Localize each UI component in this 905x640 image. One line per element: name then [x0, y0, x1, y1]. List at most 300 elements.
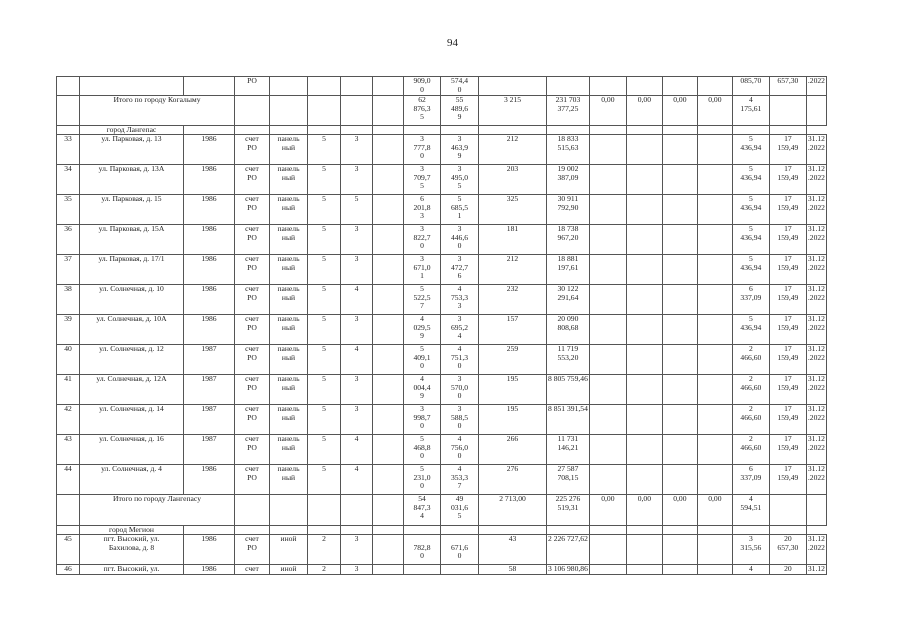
year-cell: 1986: [184, 285, 235, 315]
cell-c3: 31.12 .2022: [806, 195, 826, 225]
total-label: Итого по городу Когалыму: [80, 96, 235, 126]
table-row: [57, 195, 827, 225]
total-living: 49 031,6 5: [441, 495, 479, 526]
material-cell: панель ный: [270, 345, 308, 375]
area-total-cell: 3 671,0 1: [404, 255, 441, 285]
cell-c2: 17 159,49: [769, 195, 806, 225]
table-row: [57, 285, 827, 315]
empty-cell: [662, 315, 697, 345]
total-cost: 225 276 519,31: [547, 495, 590, 526]
cost-cell: 8 851 391,54: [547, 405, 590, 435]
empty-cell: [662, 195, 697, 225]
empty-cell: [589, 465, 626, 495]
empty-cell: [626, 435, 662, 465]
row-number: 34: [57, 165, 80, 195]
cell-c3: 31.12 .2022: [806, 405, 826, 435]
empty-cell: [697, 465, 732, 495]
residents-cell: 181: [479, 225, 547, 255]
residents-cell: 195: [479, 375, 547, 405]
empty-cell: [626, 315, 662, 345]
fund-cell: счет РО: [235, 165, 270, 195]
page-number: 94: [447, 37, 458, 49]
cell-c3: 31.12 .2022: [806, 165, 826, 195]
cell-c1: 5 436,94: [732, 225, 769, 255]
cell-c1: 6 337,09: [732, 285, 769, 315]
area-living-cell: 4 756,0 0: [441, 435, 479, 465]
area-living-cell: 4 353,3 7: [441, 465, 479, 495]
address-cell: ул. Парковая, д. 15: [80, 195, 184, 225]
empty-cell: [697, 345, 732, 375]
residents-cell: 58: [479, 565, 547, 575]
cell-c2: 20 657,30: [769, 535, 806, 565]
cost-cell: 30 911 792,90: [547, 195, 590, 225]
area-living-cell: 3 472,7 6: [441, 255, 479, 285]
empty-cell: [373, 285, 404, 315]
residents-cell: 212: [479, 255, 547, 285]
year-cell: 1986: [184, 255, 235, 285]
residents-cell: 43: [479, 535, 547, 565]
year-cell: 1987: [184, 405, 235, 435]
cell-c1: 5 436,94: [732, 315, 769, 345]
empty-cell: [626, 165, 662, 195]
entrances-cell: 3: [341, 165, 373, 195]
material-cell: панель ный: [270, 135, 308, 165]
total-area: 54 847,3 4: [404, 495, 441, 526]
year-cell: 1986: [184, 225, 235, 255]
table-row: [57, 315, 827, 345]
total-living: 55 489,6 9: [441, 96, 479, 126]
register-table: [56, 76, 827, 575]
area-total-cell: 5 522,5 7: [404, 285, 441, 315]
area-living-cell: 4 751,3 0: [441, 345, 479, 375]
residents-cell: 157: [479, 315, 547, 345]
cell-c1: 5 436,94: [732, 135, 769, 165]
year-cell: 1986: [184, 565, 235, 575]
entrances-cell: 3: [341, 135, 373, 165]
floors-cell: 5: [308, 285, 341, 315]
cell-c2: 20: [769, 565, 806, 575]
floors-cell: 5: [308, 255, 341, 285]
area-total-cell: 5 231,0 0: [404, 465, 441, 495]
floors-cell: 5: [308, 435, 341, 465]
empty-cell: [662, 255, 697, 285]
cell-c2: 17 159,49: [769, 135, 806, 165]
floors-cell: 5: [308, 465, 341, 495]
table-row: [57, 565, 827, 575]
cell-c2: 17 159,49: [769, 435, 806, 465]
empty-cell: [589, 435, 626, 465]
entrances-cell: 4: [341, 345, 373, 375]
empty-cell: [662, 435, 697, 465]
empty-cell: [589, 375, 626, 405]
area-living-cell: 4 753,3 3: [441, 285, 479, 315]
floors-cell: 5: [308, 345, 341, 375]
table-row-continued: [57, 77, 827, 96]
zero-cell: 0,00: [697, 96, 732, 126]
cost-cell: 11 719 553,20: [547, 345, 590, 375]
zero-cell: 0,00: [662, 96, 697, 126]
area-living-cell: 3 570,0 0: [441, 375, 479, 405]
residents-cell: 203: [479, 165, 547, 195]
cost-cell: 19 002 387,09: [547, 165, 590, 195]
address-cell: ул. Солнечная, д. 16: [80, 435, 184, 465]
total-row-kogalym: [57, 96, 827, 126]
cell-c2: 17 159,49: [769, 315, 806, 345]
entrances-cell: 4: [341, 465, 373, 495]
area-total-cell: 3 822,7 0: [404, 225, 441, 255]
area-living-cell: 574,4 0: [441, 77, 479, 96]
empty-cell: [697, 285, 732, 315]
floors-cell: 5: [308, 225, 341, 255]
empty-cell: [373, 315, 404, 345]
empty-cell: [589, 225, 626, 255]
material-cell: панель ный: [270, 285, 308, 315]
empty-cell: [697, 375, 732, 405]
zero-cell: 0,00: [589, 96, 626, 126]
empty-cell: [662, 135, 697, 165]
total-c1: 4 594,51: [732, 495, 769, 526]
empty-cell: [373, 405, 404, 435]
cost-cell: 18 833 515,63: [547, 135, 590, 165]
table-row: [57, 535, 827, 565]
empty-cell: [626, 225, 662, 255]
material-cell: панель ный: [270, 435, 308, 465]
cell-c1: 4: [732, 565, 769, 575]
fund-cell: счет РО: [235, 255, 270, 285]
empty-cell: [626, 285, 662, 315]
fund-cell: счет РО: [235, 465, 270, 495]
floors-cell: 5: [308, 405, 341, 435]
area-living-cell: 3 588,5 0: [441, 405, 479, 435]
fund-cell: счет РО: [235, 315, 270, 345]
empty-cell: [662, 165, 697, 195]
cell-c3: 31.12 .2022: [806, 225, 826, 255]
table-row: [57, 165, 827, 195]
cost-cell: 18 881 197,61: [547, 255, 590, 285]
material-cell: иной: [270, 535, 308, 565]
city-name: город Мегион: [80, 526, 184, 535]
total-label: Итого по городу Лангепасу: [80, 495, 235, 526]
empty-cell: [697, 135, 732, 165]
empty-cell: [373, 465, 404, 495]
area-total-cell: 4 004,4 9: [404, 375, 441, 405]
empty-cell: [697, 255, 732, 285]
cell-c1: 2 466,60: [732, 405, 769, 435]
cell-c3: 31.12 .2022: [806, 435, 826, 465]
row-number: 36: [57, 225, 80, 255]
cost-cell: 3 106 980,86: [548, 564, 588, 573]
cost-cell: 30 122 291,64: [547, 285, 590, 315]
cell-c3: 31.12 .2022: [806, 535, 826, 565]
empty-cell: [373, 375, 404, 405]
cell-c3: 31.12 .2022: [806, 375, 826, 405]
empty-cell: [697, 165, 732, 195]
cell-c1: 2 466,60: [732, 435, 769, 465]
fund-cell: счет РО: [235, 535, 270, 565]
cell-c3: 31.12 .2022: [806, 465, 826, 495]
year-cell: 1986: [184, 465, 235, 495]
floors-cell: 5: [308, 135, 341, 165]
cell-c2: 17 159,49: [769, 285, 806, 315]
year-cell: 1986: [184, 315, 235, 345]
area-total-cell: 782,8 0: [404, 535, 441, 565]
material-cell: панель ный: [270, 165, 308, 195]
entrances-cell: 3: [341, 535, 373, 565]
table-row: [57, 345, 827, 375]
address-cell: ул. Солнечная, д. 4: [80, 465, 184, 495]
fund-cell: счет РО: [235, 435, 270, 465]
material-cell: панель ный: [270, 375, 308, 405]
floors-cell: 5: [308, 375, 341, 405]
cell-c2: 657,30: [769, 77, 806, 96]
year-cell: 1986: [184, 195, 235, 225]
row-number: 33: [57, 135, 80, 165]
cell-c2: 17 159,49: [769, 165, 806, 195]
row-number: 43: [57, 435, 80, 465]
empty-cell: [589, 315, 626, 345]
fund-cell: счет РО: [235, 225, 270, 255]
area-total-cell: 5 409,1 0: [404, 345, 441, 375]
area-living-cell: 671,6 0: [441, 535, 479, 565]
table-row: [57, 135, 827, 165]
address-cell: ул. Парковая, д. 17/1: [80, 255, 184, 285]
row-number: 38: [57, 285, 80, 315]
table-row: [57, 255, 827, 285]
year-cell: 1987: [184, 345, 235, 375]
cell-c2: 17 159,49: [769, 255, 806, 285]
cost-cell: 18 738 967,20: [547, 225, 590, 255]
empty-cell: [589, 255, 626, 285]
row-number: 41: [57, 375, 80, 405]
cell-c1: 5 436,94: [732, 165, 769, 195]
empty-cell: [697, 435, 732, 465]
fund-cell: счет РО: [235, 195, 270, 225]
row-number: 45: [57, 535, 80, 565]
city-name: город Лангепас: [80, 126, 184, 135]
area-total-cell: 909,0 0: [404, 77, 441, 96]
empty-cell: [373, 435, 404, 465]
year-cell: 1986: [184, 135, 235, 165]
fund-cell: РО: [235, 77, 270, 96]
empty-cell: [697, 225, 732, 255]
floors-cell: 2: [308, 565, 341, 575]
cost-cell: 2 226 727,62: [547, 535, 590, 565]
address-cell: пгт. Высокий, ул.: [80, 565, 184, 575]
material-cell: панель ный: [270, 405, 308, 435]
zero-cell: 0,00: [626, 96, 662, 126]
cell-c1: 2 466,60: [732, 345, 769, 375]
residents-cell: 232: [479, 285, 547, 315]
total-row-langepas: [57, 495, 827, 526]
cost-cell: 20 090 808,68: [547, 315, 590, 345]
cell-c1: 2 466,60: [732, 375, 769, 405]
empty-cell: [589, 195, 626, 225]
row-number: 46: [57, 565, 80, 575]
empty-cell: [626, 255, 662, 285]
zero-cell: 0,00: [626, 495, 662, 526]
total-residents: 2 713,00: [479, 495, 547, 526]
fund-cell: счет РО: [235, 405, 270, 435]
empty-cell: [662, 375, 697, 405]
cost-cell: 8 805 759,46: [547, 375, 590, 405]
year-cell: 1986: [184, 165, 235, 195]
total-cost: 231 703 377,25: [547, 96, 590, 126]
empty-cell: [589, 345, 626, 375]
address-cell: ул. Парковая, д. 13А: [80, 165, 184, 195]
cell-c3: 31.12 .2022: [806, 285, 826, 315]
entrances-cell: 4: [341, 285, 373, 315]
empty-cell: [662, 225, 697, 255]
row-number: 35: [57, 195, 80, 225]
material-cell: панель ный: [270, 225, 308, 255]
material-cell: панель ный: [270, 195, 308, 225]
address-cell: ул. Солнечная, д. 14: [80, 405, 184, 435]
floors-cell: 2: [308, 535, 341, 565]
address-cell: ул. Солнечная, д. 10: [80, 285, 184, 315]
fund-cell: счет РО: [235, 345, 270, 375]
empty-cell: [626, 135, 662, 165]
residents-cell: 276: [479, 465, 547, 495]
area-living-cell: 3 446,6 0: [441, 225, 479, 255]
address-cell: ул. Солнечная, д. 10А: [80, 315, 184, 345]
empty-cell: [373, 165, 404, 195]
cell-c3: 31.12 .2022: [806, 345, 826, 375]
residents-cell: 259: [479, 345, 547, 375]
empty-cell: [662, 285, 697, 315]
table-row: [57, 225, 827, 255]
year-cell: 1987: [184, 435, 235, 465]
empty-cell: [373, 195, 404, 225]
empty-cell: [626, 375, 662, 405]
material-cell: панель ный: [270, 255, 308, 285]
cost-cell: 27 587 708,15: [547, 465, 590, 495]
empty-cell: [662, 345, 697, 375]
table-row: [57, 405, 827, 435]
empty-cell: [662, 405, 697, 435]
area-total-cell: 3 998,7 0: [404, 405, 441, 435]
table-row: [57, 375, 827, 405]
zero-cell: 0,00: [589, 495, 626, 526]
area-total-cell: 3 709,7 5: [404, 165, 441, 195]
row-number: 37: [57, 255, 80, 285]
residents-cell: 325: [479, 195, 547, 225]
entrances-cell: 3: [341, 225, 373, 255]
year-cell: 1986: [184, 535, 235, 565]
table-row: [57, 435, 827, 465]
cell-c3: .2022: [806, 77, 826, 96]
cell-c2: 17 159,49: [769, 465, 806, 495]
cost-cell: 11 731 146,21: [547, 435, 590, 465]
material-cell: панель ный: [270, 315, 308, 345]
floors-cell: 5: [308, 195, 341, 225]
area-living-cell: 5 685,5 1: [441, 195, 479, 225]
fund-cell: счет РО: [235, 285, 270, 315]
area-total-cell: 5 468,8 0: [404, 435, 441, 465]
empty-cell: [662, 465, 697, 495]
empty-cell: [373, 225, 404, 255]
row-number: 44: [57, 465, 80, 495]
empty-cell: [697, 315, 732, 345]
year-cell: 1987: [184, 375, 235, 405]
empty-cell: [626, 345, 662, 375]
empty-cell: [697, 405, 732, 435]
city-header-megion: [57, 526, 827, 535]
address-cell: ул. Парковая, д. 15А: [80, 225, 184, 255]
empty-cell: [626, 465, 662, 495]
empty-cell: [589, 135, 626, 165]
total-area: 62 876,3 5: [404, 96, 441, 126]
zero-cell: 0,00: [662, 495, 697, 526]
cell-c1: 085,70: [732, 77, 769, 96]
total-residents: 3 215: [479, 96, 547, 126]
residents-cell: 266: [479, 435, 547, 465]
zero-cell: 0,00: [697, 495, 732, 526]
empty-cell: [626, 405, 662, 435]
area-total-cell: 6 201,8 3: [404, 195, 441, 225]
empty-cell: [697, 195, 732, 225]
empty-cell: [626, 195, 662, 225]
residents-cell: 195: [479, 405, 547, 435]
empty-cell: [589, 405, 626, 435]
address-cell: ул. Солнечная, д. 12: [80, 345, 184, 375]
empty-cell: [373, 345, 404, 375]
row-number: 39: [57, 315, 80, 345]
area-living-cell: 3 695,2 4: [441, 315, 479, 345]
entrances-cell: 3: [341, 315, 373, 345]
cell-c1: 5 436,94: [732, 195, 769, 225]
row-number: 40: [57, 345, 80, 375]
cell-c1: 5 436,94: [732, 255, 769, 285]
total-c1: 4 175,61: [732, 96, 769, 126]
entrances-cell: 3: [341, 405, 373, 435]
cell-c3: 31.12 .2022: [806, 255, 826, 285]
empty-cell: [373, 135, 404, 165]
address-cell: пгт. Высокий, ул. Бахилова, д. 8: [80, 535, 184, 565]
entrances-cell: 5: [341, 195, 373, 225]
fund-cell: счет РО: [235, 375, 270, 405]
row-number: 42: [57, 405, 80, 435]
cell-c3: 31.12 .2022: [806, 315, 826, 345]
cell-c3: 31.12: [807, 564, 825, 573]
area-total-cell: 4 029,5 9: [404, 315, 441, 345]
fund-cell: счет РО: [235, 135, 270, 165]
cell-c2: 17 159,49: [769, 345, 806, 375]
cell-c2: 17 159,49: [769, 405, 806, 435]
city-header-langepas: [57, 126, 827, 135]
address-cell: ул. Парковая, д. 13: [80, 135, 184, 165]
empty-cell: [589, 285, 626, 315]
area-living-cell: 3 495,0 5: [441, 165, 479, 195]
empty-cell: [373, 255, 404, 285]
cell-c2: 17 159,49: [769, 225, 806, 255]
residents-cell: 212: [479, 135, 547, 165]
cell-c3: 31.12 .2022: [806, 135, 826, 165]
entrances-cell: 4: [341, 435, 373, 465]
material-cell: иной: [270, 565, 308, 575]
table-row: [57, 465, 827, 495]
area-total-cell: 3 777,8 0: [404, 135, 441, 165]
cell-c2: 17 159,49: [769, 375, 806, 405]
entrances-cell: 3: [341, 375, 373, 405]
area-living-cell: 3 463,9 9: [441, 135, 479, 165]
material-cell: панель ный: [270, 465, 308, 495]
entrances-cell: 3: [341, 255, 373, 285]
entrances-cell: 3: [341, 565, 373, 575]
fund-cell: счет: [235, 565, 270, 575]
floors-cell: 5: [308, 165, 341, 195]
empty-cell: [589, 165, 626, 195]
address-cell: ул. Солнечная, д. 12А: [80, 375, 184, 405]
